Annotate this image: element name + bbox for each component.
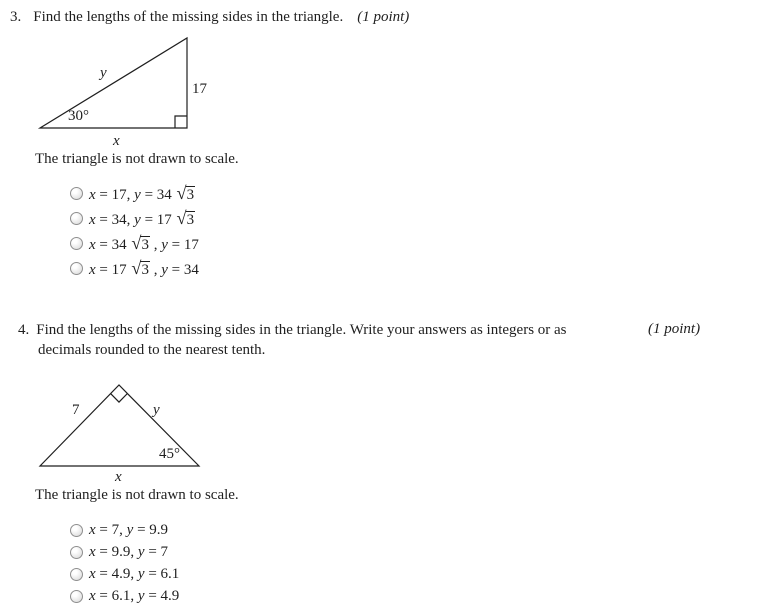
question-number: 3. (10, 9, 22, 25)
right-triangle-drawing (30, 30, 210, 150)
base-side-label: x (113, 133, 120, 149)
question-prompt: Find the lengths of the missing sides in the triangle. Write your answers as integers or as decimals rounded to the nearest tenth. (36, 322, 567, 358)
option-label: x = 6.1, y = 4.9 (89, 587, 180, 604)
radio-button[interactable] (70, 590, 83, 603)
scale-note: The triangle is not drawn to scale. (35, 487, 239, 503)
question-prompt: Find the lengths of the missing sides in the triangle. (33, 9, 344, 25)
option-label: x = 17, y = 34 √3 (89, 183, 195, 203)
radio-button[interactable] (70, 212, 83, 225)
vertical-side-label: 17 (192, 81, 207, 97)
radical-sign: √ (131, 233, 141, 253)
radio-button[interactable] (70, 524, 83, 537)
radicand: 3 (141, 262, 149, 278)
radical-sign: √ (131, 258, 141, 278)
scale-note: The triangle is not drawn to scale. (35, 151, 239, 167)
answer-option[interactable] (70, 541, 179, 563)
points-label: (1 point) (357, 9, 410, 25)
triangle-outline (40, 38, 187, 128)
angle-label: 45° (159, 446, 180, 462)
question-3-header (10, 9, 409, 26)
answer-option[interactable] (70, 181, 199, 206)
angle-label: 30° (68, 108, 89, 124)
answer-option[interactable] (70, 206, 199, 231)
left-side-label: 7 (72, 402, 80, 418)
question-4-header (18, 320, 623, 360)
hypotenuse-label: y (100, 65, 107, 81)
base-side-label: x (115, 469, 122, 485)
radical-sign: √ (176, 208, 186, 228)
answer-option[interactable] (70, 563, 179, 585)
option-label: x = 34 √3 , y = 17 (89, 233, 199, 253)
sqrt-radical (176, 183, 196, 203)
answer-option[interactable] (70, 585, 179, 606)
radical-sign: √ (176, 183, 186, 203)
option-label: x = 17 √3 , y = 34 (89, 258, 199, 278)
triangle-figure-q3 (30, 30, 210, 150)
answer-option[interactable] (70, 231, 199, 256)
question-number: 4. (18, 322, 30, 338)
radio-button[interactable] (70, 187, 83, 200)
question-3-options (70, 181, 199, 281)
sqrt-radical (131, 233, 150, 253)
sqrt-radical (176, 208, 196, 228)
question-4-options (70, 519, 179, 606)
radicand: 3 (141, 237, 149, 253)
radio-button[interactable] (70, 568, 83, 581)
radio-button[interactable] (70, 237, 83, 250)
radio-button[interactable] (70, 546, 83, 559)
answer-option[interactable] (70, 256, 199, 281)
right-side-label: y (153, 402, 160, 418)
radio-button[interactable] (70, 262, 83, 275)
option-label: x = 9.9, y = 7 (89, 543, 169, 560)
sqrt-radical (131, 258, 150, 278)
option-label: x = 34, y = 17 √3 (89, 208, 195, 228)
option-label: x = 4.9, y = 6.1 (89, 565, 180, 582)
right-angle-marker (111, 394, 128, 403)
right-angle-marker (175, 116, 187, 128)
radicand: 3 (186, 187, 195, 203)
triangle-figure-q4 (30, 378, 210, 488)
points-label: (1 point) (648, 321, 701, 337)
option-label: x = 7, y = 9.9 (89, 521, 169, 538)
answer-option[interactable] (70, 519, 179, 541)
radicand: 3 (186, 212, 195, 228)
